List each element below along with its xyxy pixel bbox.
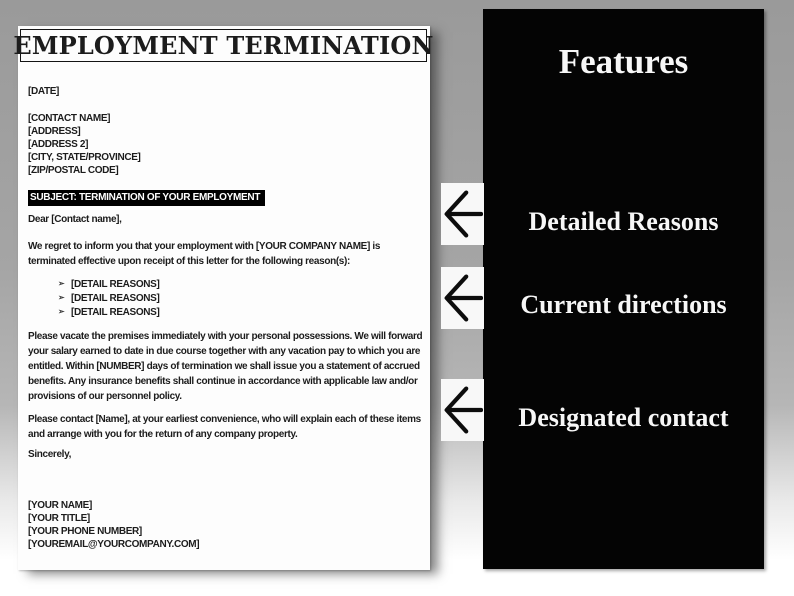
address2-line: [ADDRESS 2] (28, 139, 89, 150)
list-item: ➢ [DETAIL REASONS] (58, 307, 160, 318)
left-arrow-icon (442, 381, 483, 439)
contact-paragraph: Please contact [Name], at your earliest convenience, who will explain each of these items and arrange with you for the return of any company property. (28, 414, 421, 440)
address-line: [ADDRESS] (28, 126, 81, 137)
city-state-line: [CITY, STATE/PROVINCE] (28, 152, 141, 163)
recipient-address-block (28, 112, 141, 177)
feature-callout-detailed-reasons (441, 183, 484, 245)
signature-title-line: [YOUR TITLE] (28, 513, 90, 524)
letter-title-box (13, 29, 434, 62)
closing: Sincerely, (28, 449, 72, 460)
signature-name-line: [YOUR NAME] (28, 500, 92, 511)
feature-callout-current-directions (441, 267, 484, 329)
signature-block (28, 499, 199, 551)
features-heading: Features (558, 42, 689, 81)
left-arrow-icon (442, 269, 483, 327)
vacate-paragraph: Please vacate the premises immediately with your personal possessions. We will forward your salary earned to date in due course together with any vacation pay to which you are entitled. Within [NUMBER] days of termination we shall issue you a statement of accrued benefits. Any insurance benefits shall continue in accordance with applicable law and/or provisions of our personnel policy. (28, 331, 423, 402)
signature-email-line: [YOUREMAIL@YOURCOMPANY.COM] (28, 539, 200, 550)
salutation: Dear [Contact name], (28, 214, 122, 225)
arrow-bullet-icon: ➢ (58, 279, 65, 288)
features-panel (483, 9, 764, 569)
zip-line: [ZIP/POSTAL CODE] (28, 165, 119, 176)
list-item: ➢ [DETAIL REASONS] (58, 293, 160, 304)
arrow-bullet-icon: ➢ (58, 293, 65, 302)
letter-title: EMPLOYMENT TERMINATION (13, 31, 434, 60)
letter-paper (13, 26, 434, 570)
detail-reasons-list (58, 277, 159, 319)
list-item: ➢ [DETAIL REASONS] (58, 279, 160, 290)
feature-label-current-directions: Current directions (520, 290, 727, 319)
feature-callout-designated-contact (441, 379, 484, 441)
date-line: [DATE] (28, 86, 60, 97)
left-arrow-icon (442, 185, 483, 243)
signature-phone-line: [YOUR PHONE NUMBER] (28, 526, 142, 537)
feature-label-detailed-reasons: Detailed Reasons (528, 207, 719, 236)
intro-paragraph: We regret to inform you that your employment with [YOUR COMPANY NAME] is terminated effective upon receipt of this letter for the following reason(s): (28, 241, 381, 267)
subject-highlight: SUBJECT: TERMINATION OF YOUR EMPLOYMENT (28, 190, 265, 206)
feature-label-designated-contact: Designated contact (518, 403, 729, 432)
subject-line (28, 190, 265, 206)
arrow-bullet-icon: ➢ (58, 307, 65, 316)
contact-name-line: [CONTACT NAME] (28, 113, 111, 124)
